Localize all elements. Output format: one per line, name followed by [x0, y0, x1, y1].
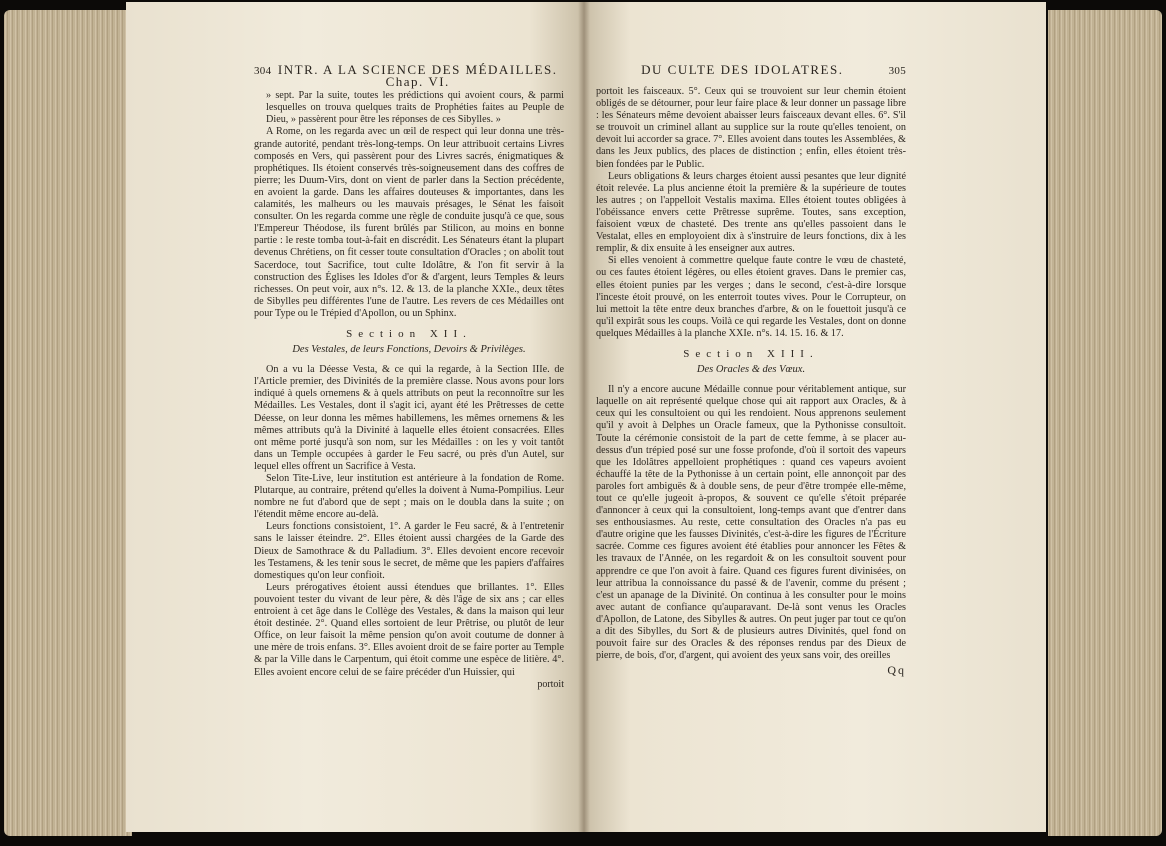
section-subtitle: Des Oracles & des Vœux.	[696, 364, 806, 376]
quote-paragraph: » sept. Par la suite, toutes les prédictions qui avoient cours, & parmi lesquelles on trouva quelques traits de Prophéties faites au Peuple de Dieu, » passèrent pour être les réponses de ces Sibylles. »	[266, 90, 564, 126]
left-page-text	[254, 64, 564, 691]
page-edges-left	[4, 10, 132, 836]
section-title: Section XIII.	[683, 347, 819, 360]
left-running-head	[254, 64, 564, 88]
catchword: portoit	[537, 678, 564, 690]
paragraph: A Rome, on les regarda avec un œil de respect qui leur donna une très-grande autorité, pendant très-long-temps. On leur attribuoit certains Livres composés en Vers, qui passèrent pour des Livres sacrés, énigmatiques & prophétiques. Ils étoient conservés très-soigneusement dans des coffres de pierre; les Duum-Virs, dont on vient de parler dans la Section précédente, en avoient la garde. Dans les affaires douteuses & importantes, dans les calamités, les malheurs ou les mauvais présages, le Sénat les faisoit consulter. On les regarda comme une règle de conduite jusqu'à ce que, sous l'Empereur Théodose, ils furent brûlés par Stilicon, au moins en bonne partie : le reste tomba tout-à-fait en discrédit. Les Sénateurs étant la plupart devenus Chrétiens, on fit cesser toute consultation d'Oracles ; on abolit tout Sacerdoce, tout Sacrifice, tout culte Idolâtre, & l'on fit servir à la construction des Églises les Idoles d'or & d'argent, leurs Temples & leurs richesses. On peut voir, aux n°s. 12. & 13. de la planche XXIe., deux têtes de Sibylles peu différentes l'une de l'autre. Les revers de ces Médailles ont pour Type ou le Trépied d'Apollon, ou un Sphinx.	[254, 126, 564, 319]
section-title: Section XII.	[346, 327, 472, 340]
book-gutter	[578, 2, 590, 832]
right-running-head	[596, 64, 906, 77]
paragraph: Si elles venoient à commettre quelque faute contre le vœu de chasteté, ou ces fautes étoient légères, ou elles étoient graves. Dans le premier cas, elles étoient punies par les verges ; dans le second, c'est-à-dire lorsque l'inceste étoit prouvé, on les enterroit toutes vives. Pour le Corrupteur, on lui mettoit la tête entre deux branches d'arbre, & on le fouettoit jusqu'à ce qu'il expirât sous les coups. Voilà ce qui regarde les Vestales, dont on donne quelques Médailles à la planche XXIe. n°s. 14. 15. 16. & 17.	[596, 255, 906, 339]
left-page-number: 304	[254, 65, 272, 77]
right-page-number: 305	[888, 65, 906, 77]
paragraph: On a vu la Déesse Vesta, & ce qui la regarde, à la Section IIIe. de l'Article premier, des Divinités de la première classe. Nous avons pour lors indiqué à quels ornemens & à quels attributs on peut la reconnoître sur les Médailles. Les Vestales, dont il s'agit ici, ayant été les Prêtresses de cette Déesse, on leur donna les mêmes habillemens, les mêmes ornemens & les mêmes attributs qu'à la Divinité à laquelle elles étoient consacrées. Elles ont même porté jusqu'à son nom, sur les Médailles : on les y voit tantôt dans un Temple occupées à garder le Feu sacré, ou près d'un Autel, sur lequel elles offrent un Sacrifice à Vesta.	[254, 364, 564, 472]
right-running-title: DU CULTE DES IDOLATRES.	[641, 62, 844, 77]
left-running-title: INTR. A LA SCIENCE DES MÉDAILLES. Chap. VI.	[277, 62, 558, 90]
paragraph: portoit les faisceaux. 5°. Ceux qui se trouvoient sur leur chemin étoient obligés de se détourner, pour leur faire place & leur donner un passage libre : les Sénateurs même devoient abaisser leurs faisceaux devant elles. 6°. S'il se trouvoit un criminel allant au supplice sur la route qu'elles tenoient, on devoit lui accorder sa grace. 7°. Elles avoient dans toutes les Assemblées, & dans les Jeux publics, des places de distinction ; enfin, elles étoient très-bien fondées par le Public.	[596, 86, 906, 170]
signature-mark: Qq	[887, 663, 906, 678]
paragraph: Selon Tite-Live, leur institution est antérieure à la fondation de Rome. Plutarque, au contraire, prétend qu'elles la doivent à Numa-Pompilius. Leur nombre ne fut d'abord que de sept ; mais on le doubla dans la suite ; on l'étendit même encore au-delà.	[254, 473, 564, 521]
paragraph: Il n'y a encore aucune Médaille connue pour véritablement antique, sur laquelle on ait représenté quelque chose qui ait rapport aux Oracles, & à ceux qui les consultoient ou qui les rendoient. Nous apprenons seulement qu'il y avoit à Delphes un Oracle fameux, que la Pythonisse consultoit. Toute la cérémonie consistoit de la part de cette femme, à se placer au-dessus d'un trépied posé sur une fosse profonde, d'où il sortoit des vapeurs que les Idolâtres appelloient prophétiques : quand ces vapeurs avoient échauffé la tête de la Pythonisse à un certain point, elle annonçoit par des paroles fort ambiguës & à double sens, de peur d'être trompée elle-même, tout ce qu'elle jugeoit à-propos, & souvent ce qu'elle s'étoit préparée d'annoncer à ceux qui la consultoient, long-temps avant que d'entrer dans ses enthousiasmes. Au reste, cette consultation des Oracles n'a pas eu d'autre origine que les fausses Divinités, c'est-à-dire les figures de l'Écriture sacrée. Comme ces figures avoient été établies pour annoncer les Fêtes & les travaux de l'Année, on les regardoit & on les consultoit souvent pour apprendre ce que l'on avoit à faire. Quand ces figures furent divinisées, on leur attribua la connoissance du passé & de l'avenir, comme du présent ; c'est un apanage de la Divinité. On continua à les consulter pour le moins avec autant de confiance qu'auparavant. De-là sont venus les Oracles d'Apollon, de Latone, des Sibylles & autres. On peut juger par tout ce qu'on a dit des Sibylles, du Sort & de plusieurs autres Divinités, quel fond on pouvoit faire sur des Oracles & des réponses rendus par des Dieux de pierre, de bois, d'or, d'argent, qui avoient des yeux sans voir, des oreilles	[596, 384, 906, 662]
page-edges-right	[1048, 10, 1162, 836]
paragraph: Leurs fonctions consistoient, 1°. A garder le Feu sacré, & à l'entretenir sans le laisser éteindre. 2°. Elles étoient aussi chargées de la Garde des Dieux de Samothrace & du Palladium. 3°. Elles devoient encore recevoir les Testamens, & les tenir sous le secret, de même que les papiers d'affaires domestiques qu'on leur confioit.	[254, 521, 564, 581]
right-page-text	[596, 62, 906, 678]
paragraph: Leurs obligations & leurs charges étoient aussi pesantes que leur dignité étoit relevée. La plus ancienne étoit la première & la supérieure de toutes les autres ; on l'appelloit Vestalis maxima. Elles étoient toutes obligées à l'obéissance envers cette Prêtresse suprême. Toutes, sans exception, faisoient vœux de chasteté. Des trente ans qu'elles passoient dans le Vestalat, elles en employoient dix à s'instruire de leurs fonctions, dix à les remplir, & dix ensuite à les enseigner aux autres.	[596, 170, 906, 255]
section-subtitle: Des Vestales, de leurs Fonctions, Devoirs & Privilèges.	[292, 344, 526, 356]
paragraph: Leurs prérogatives étoient aussi étendues que brillantes. 1°. Elles pouvoient tester du vivant de leur père, & dès l'âge de six ans ; car elles entroient à cet âge dans le Collège des Vestales, & dans la maison qui leur étoit destinée. 2°. Quand elles sortoient de leur Prêtrise, ou plutôt de leur Office, on leur faisoit la même pension qu'on avoit coutume de donner à une mère de trois enfans. 3°. Elles avoient droit de se faire porter au Temple & par la Ville dans le Carpentum, qui étoit comme une espèce de litière. 4°. Elles avoient encore celui de se faire précéder d'un Huissier, qui	[254, 581, 564, 678]
